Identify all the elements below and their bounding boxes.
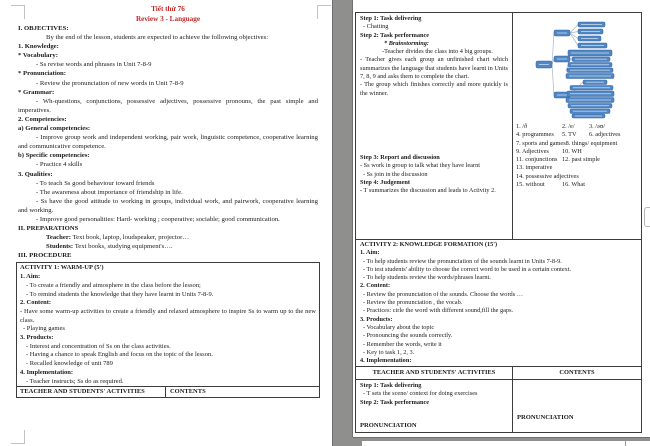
text-line: b) Specific competencies: <box>18 152 90 160</box>
text-line: - Improve good personalities: Hard- working ; cooperative; sociable; good communication. <box>36 215 280 223</box>
warmup-contents-cell <box>513 13 641 239</box>
table-header-right-page <box>356 366 641 379</box>
text-line: - Have some warm-up activities to create a friendly and relaxed atmosphere to inspire Ss to warm up to the new class. <box>20 307 316 324</box>
page-side-handle[interactable] <box>644 207 650 227</box>
answers-list <box>513 121 641 189</box>
text-line: 4. Implementation: <box>360 357 412 365</box>
answer-row: 14. possessive adjectives <box>516 172 579 180</box>
text-line: - Practice 4 skills <box>36 161 83 169</box>
activity2-section <box>356 239 641 366</box>
procedure-table <box>355 12 642 433</box>
objectives-section <box>18 24 318 260</box>
pronunciation-contents-cell <box>513 380 641 432</box>
text-line: 1. Aim: <box>20 273 41 281</box>
text-line: Teacher: Text book, laptop, loudspeaker, projector… <box>46 234 190 242</box>
text-line: - Ss work in group to talk what they have learnt <box>360 162 480 170</box>
text-line: 3. Products: <box>20 334 54 342</box>
text-line: - The awareness about importance of friendship in life. <box>36 188 183 196</box>
text-line: - Ss have the good attitude to working in groups, individual work, and pairwork, cooperative learning and working. <box>18 197 318 214</box>
text-line: Step 3: Report and discussion <box>360 153 440 161</box>
answer-row: 13. imperative <box>516 164 553 172</box>
text-line: II. PREPARATIONS <box>18 225 79 233</box>
warmup-steps-row <box>356 13 641 239</box>
answer-row: 1. /ð 2. /e/ 3. /əʊ/ <box>516 123 606 130</box>
mindmap-diagram <box>513 16 639 120</box>
pronunciation-row <box>356 379 641 432</box>
header-contents: CONTENTS <box>169 388 206 396</box>
text-line: Step 1: Task delivering <box>360 382 422 389</box>
text-line: - Pronouncing the sounds correctly. <box>363 332 453 340</box>
text-line: - To remind students the knowledge that they have learnt in Units 7-8-9. <box>26 290 214 298</box>
text-line: - Teacher instructs; Ss do as required. <box>26 377 124 385</box>
lesson-title: Review 3 - Language <box>135 15 201 23</box>
text-line: - Teacher gives each group an unfinished chart which summarizes the language that students have learnt in Units 7, 8, 9 and asks them to complete the chart. <box>360 56 508 81</box>
activity1-box <box>16 262 320 398</box>
text-line: I. OBJECTIVES: <box>18 25 69 32</box>
text-line: By the end of the lesson, students are expected to achieve the following objectives: <box>46 34 269 42</box>
text-line: - Interest and concentration of Ss on the class activities. <box>26 342 171 350</box>
text-line: - Review the pronunciation , the vocab. <box>363 299 463 307</box>
text-line: 2. Content: <box>360 282 391 290</box>
text-line: 1. Knowledge: <box>18 43 59 51</box>
header-activities: TEACHER AND STUDENTS' ACTIVITIES <box>356 367 513 379</box>
text-line: - Chatting <box>363 23 389 31</box>
text-line: - To help students review the pronunciation of the sounds learnt in Units 7-8-9. <box>363 257 562 265</box>
text-line: 1. Aim: <box>360 249 380 257</box>
text-line: - Remember the words, write it <box>363 340 442 348</box>
next-page-edge <box>362 441 650 446</box>
text-boundary-mark-top-right <box>317 5 331 19</box>
text-line: - Wh-questions, conjunctions, possessive adjectives, possessive pronouns, the past simple and imperatives. <box>18 97 318 114</box>
pronunciation-label: PRONUNCIATION <box>360 422 417 429</box>
pronunciation-activities-cell <box>356 380 513 432</box>
text-line: - Recalled knowledge of unit 789 <box>26 360 113 368</box>
answer-row: 15. without 16. What <box>516 181 585 189</box>
activity1-body <box>17 263 319 386</box>
text-line: - The group which finishes correctly and more quickly is the winner. <box>360 81 508 97</box>
text-line: Step 1: Task delivering <box>360 15 422 22</box>
text-line: Step 2: Task performance <box>360 398 430 406</box>
next-page-boundary-mark <box>625 440 626 446</box>
text-line: a) General competencies: <box>18 125 91 133</box>
text-line: ACTIVITY 1: WARM-UP (5') <box>20 264 104 272</box>
text-line: - Having a chance to speak English and focus on the topic of the lesson. <box>26 351 213 359</box>
text-line <box>360 98 508 154</box>
header-activities: TEACHER AND STUDENTS' ACTIVITIES <box>17 387 166 397</box>
text-line: ACTIVITY 2: KNOWLEDGE FORMATION (15') <box>360 241 498 248</box>
text-line: Step 2: Task performance <box>360 31 430 39</box>
text-line: - Practices: cirle the word with different sound,fill the gaps. <box>363 307 514 315</box>
text-line: - T summarizes the discussion and leads to Activity 2. <box>360 187 496 195</box>
answer-row: 4. programmes 5. TV 6. adjectives <box>516 131 621 139</box>
text-line: 3. Products: <box>360 315 393 323</box>
pronunciation-steps <box>360 382 508 407</box>
text-line: 2. Competencies: <box>18 115 67 123</box>
page-right <box>353 0 650 437</box>
answer-row: 11. conjunctions 12. past simple <box>516 156 600 164</box>
text-line: - T sets the scene/ context for doing exercises <box>363 390 478 398</box>
header-contents: CONTENTS <box>559 369 595 376</box>
text-line: - Ss join in the discussion <box>363 170 428 178</box>
pronunciation-label: PRONUNCIATION <box>517 414 574 421</box>
text-line: - Ss revise words and phrases in Unit 7-8-9 <box>36 61 152 69</box>
text-line: - To create a friendly and atmosphere in the class before the lesson; <box>26 281 201 289</box>
text-line: Students: Text books, studying equipment's…. <box>46 243 173 251</box>
answer-row: 7. sports and games8. things/ equipment <box>516 139 618 147</box>
table-header-left-page <box>17 386 319 397</box>
text-line: III. PROCEDURE <box>18 252 72 260</box>
text-line: * Grammar: <box>18 88 55 96</box>
text-line: - Vocabulary about the topic <box>363 323 435 331</box>
text-line: - To teach Ss good behaviour toward friends <box>36 179 155 187</box>
text-line: - To test students' ability to choose the correct word to be used in a certain context. <box>363 265 572 273</box>
text-line: * Vocabulary: <box>18 52 58 60</box>
text-line: 4. Implementation: <box>20 368 74 376</box>
lesson-number-title: Tiết thứ 76 <box>151 5 185 13</box>
text-line: 2. Content: <box>20 299 52 307</box>
text-line: - Improve group work and independent working, pair work, linguistic competence, cooperative learning and communicative competence. <box>18 134 318 151</box>
answer-row: 9. Adjectives 10. WH <box>516 147 582 155</box>
text-line: * Pronunciation: <box>18 70 66 78</box>
text-line: - Playing games <box>23 325 65 333</box>
text-line: - Key to task 1, 2, 3. <box>363 348 415 356</box>
left-page-content <box>18 4 318 398</box>
text-boundary-mark-bottom-left <box>11 430 25 444</box>
text-line: Step 4: Judgement <box>360 178 411 186</box>
text-line: 3. Qualities: <box>18 170 53 178</box>
text-line: * Brainstorming: <box>384 39 429 47</box>
text-line: - Review the pronunciation of new words in Unit 7-8-9 <box>36 79 184 87</box>
text-line: -Teacher divides the class into 4 big groups. <box>382 48 493 56</box>
warmup-activities-cell <box>356 13 513 239</box>
text-line: - To help students review the words/phrases learnt. <box>363 274 491 282</box>
text-line: - Review the pronunciation of the sounds. Choose the words … <box>363 290 524 298</box>
